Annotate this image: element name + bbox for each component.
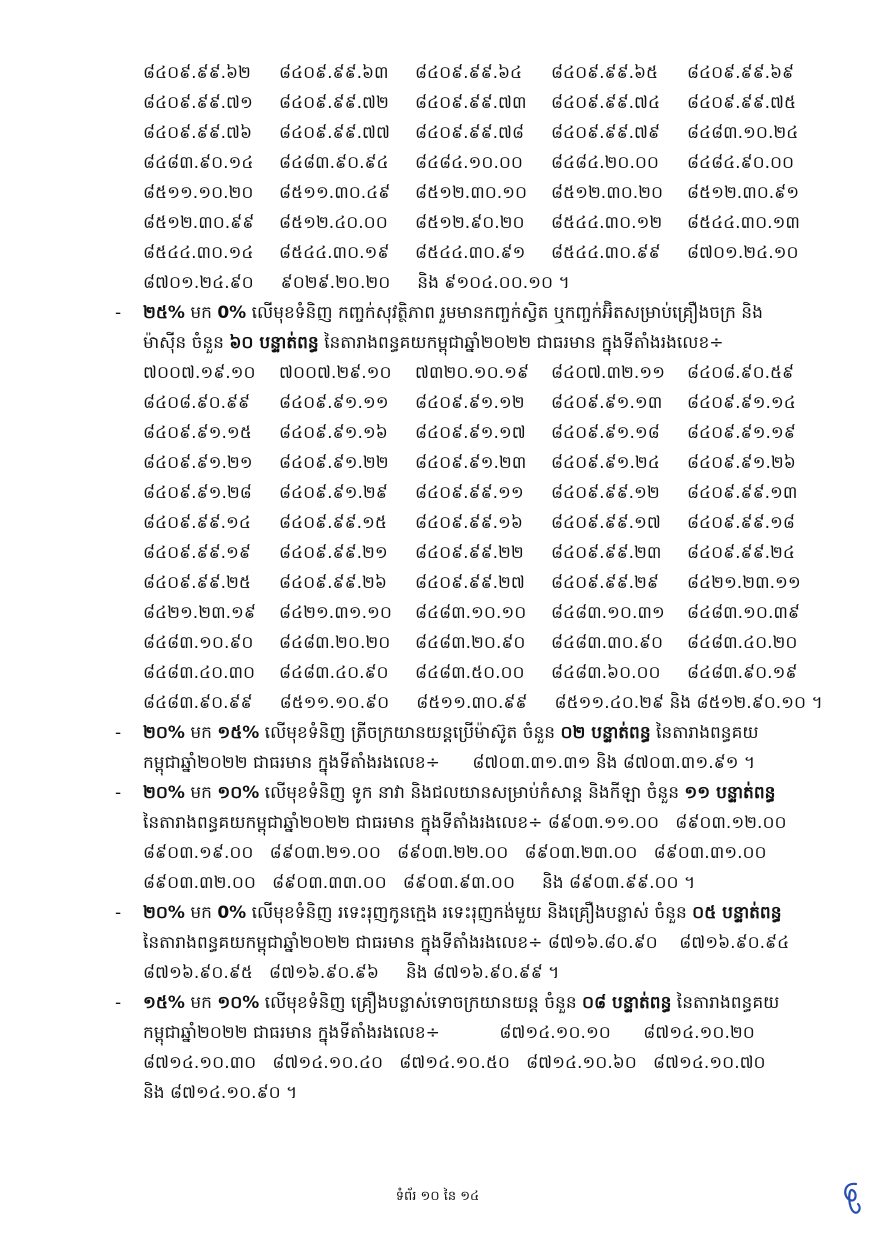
rate-to: ១០% xyxy=(217,783,260,803)
tariff-code: ៨៥៤៤.៣០.៩៩ xyxy=(551,243,661,263)
tariff-code: ៨៤០៩.៩៩.១១ xyxy=(415,483,524,503)
text: នៃតារាងពន្ធគយ xyxy=(650,723,759,743)
code-row xyxy=(143,598,823,628)
tariff-code: ៨៤៨៣.២០.៩០ xyxy=(415,633,526,653)
rate-from: ២៥% xyxy=(143,303,185,323)
tariff-code: ៨៤០៩.៩៩.១៣ xyxy=(687,483,798,503)
tariff-code: ៨៥៤៤.៣០.១៣ xyxy=(687,213,800,233)
tariff-code: ៨៤០៩.៩៩.៧៦ xyxy=(143,123,253,143)
code-row xyxy=(143,58,823,88)
bullet-item-4 xyxy=(115,898,823,988)
tariff-code: ៨៤០៩.៩៩.២២ xyxy=(415,543,524,563)
bullet-3-line-4: ៨៩០៣.៣២.០០ ៨៩០៣.៣៣.០០ ៨៩០៣.៩៣.០០ និង ៨៩០៣.៩៩.០០ ។ xyxy=(143,873,696,893)
tariff-code: ៨៤៨៣.២០.២០ xyxy=(279,633,391,653)
code-row xyxy=(143,628,823,658)
bullet-item-2 xyxy=(115,718,823,778)
code-row xyxy=(143,388,823,418)
rate-from: ២០% xyxy=(143,723,185,743)
tariff-code: ៨៤៨៤.៩០.០០ xyxy=(687,153,795,173)
tariff-code: ៨៤០៩.៩៩.៧៧ xyxy=(279,123,390,143)
text: មក xyxy=(184,993,218,1013)
tariff-code: ៨៤០៩.៩១.២៨ xyxy=(143,483,252,503)
tariff-code: ៨៤០៩.៩៩.៧៤ xyxy=(551,93,661,113)
code-row xyxy=(143,148,823,178)
code-row xyxy=(143,238,823,268)
text: មក xyxy=(184,783,218,803)
tariff-code: ៨៤០៩.៩៩.២៣ xyxy=(551,543,662,563)
text: ម៉ាស៊ីន ចំនួន xyxy=(143,333,230,353)
tariff-code: ៨៤០៩.៩១.១៥ xyxy=(143,423,252,443)
tariff-code: ៨៤០៩.៩៩.៦៩ xyxy=(687,63,795,83)
bullet-dash: - xyxy=(115,783,122,803)
tariff-code: ៨៤០៩.៩៩.១២ xyxy=(551,483,660,503)
bullet-dash: - xyxy=(115,303,122,323)
bullet-2-line-1 xyxy=(143,718,823,748)
tariff-code: ៨៤០៩.៩១.១២ xyxy=(415,393,525,413)
code-row xyxy=(143,658,823,688)
code-row xyxy=(143,568,823,598)
code-row-tail: ៨៤៨៣.៩០.៩៩ ៨៥១១.១០.៩០ ៨៥១១.៣០.៩៩ ៨៥១១.៤០.២៩ និង ៨៥១២.៩០.១០ ។ xyxy=(143,693,823,713)
bullet-item-3 xyxy=(115,778,823,898)
tariff-code: ៨៥១២.៤០.០០ xyxy=(279,213,388,233)
bullet-5-line-1 xyxy=(143,988,823,1018)
tariff-code: ៨៥១២.៣០.៩៩ xyxy=(143,213,255,233)
tariff-code: ៨៤០៩.៩១.២២ xyxy=(279,453,389,473)
bullet-3-line-3: ៨៩០៣.១៩.០០ ៨៩០៣.២១.០០ ៨៩០៣.២២.០០ ៨៩០៣.២៣.០០ ៨៩០៣.៣១.០០ xyxy=(143,843,767,863)
text: មក xyxy=(184,303,218,323)
rate-to: ១០% xyxy=(217,993,260,1013)
tariff-code: ៨៤០៩.៩១.១៩ xyxy=(687,423,796,443)
tariff-code: ៨៤០៩.៩៩.៦៤ xyxy=(415,63,523,83)
tariff-code: ៨៥១១.៣០.៤៩ xyxy=(279,183,391,203)
code-row xyxy=(143,538,823,568)
tariff-code: ៨៤០៩.៩៩.៧៩ xyxy=(551,123,661,143)
bullet-dash: - xyxy=(115,903,122,923)
bullet-item-5 xyxy=(115,988,823,1108)
tariff-code: ៨៥៤៤.៣០.១២ xyxy=(551,213,663,233)
tariff-code: ៨៤២១.៣១.១០ xyxy=(279,603,392,623)
text: លើមុខទំនិញ ត្រីចក្រយានយន្តប្រើម៉ាស៊ូត ចំនួន xyxy=(259,723,561,743)
text: មក xyxy=(184,903,218,923)
tariff-code: ៨៤០៩.៩៩.៧២ xyxy=(279,93,389,113)
tariff-code: ៨៥១២.៣០.១០ xyxy=(415,183,528,203)
code-row-tail: ៨៧០១.២៤.៩០ ៩០២៩.២០.២០ និង ៩១០៤.០០.១០ ។ xyxy=(143,273,570,293)
code-row xyxy=(143,208,823,238)
tariff-code: ៨៤៨៣.១០.៩០ xyxy=(143,633,254,653)
text: នៃតារាងពន្ធគយកម្ពុជាឆ្នាំ២០២២ ជាធរមាន ក្នុងទីតាំងរងលេខ÷ xyxy=(318,333,724,353)
rate-from: ២០% xyxy=(143,903,185,923)
tariff-code: ៨៤៨៣.៤០.៣០ xyxy=(143,663,256,683)
tariff-code: ៨៥១១.១០.២០ xyxy=(143,183,254,203)
tariff-code: ៨៤៨៣.៩០.១៩ xyxy=(687,663,798,683)
tariff-code: ៨៤៨៤.១០.០០ xyxy=(415,153,523,173)
rate-from: ១៥% xyxy=(143,993,185,1013)
bullet-5-line-4: និង ៨៧១៤.១០.៩០ ។ xyxy=(143,1083,298,1103)
tariff-line-count: ៦០ បន្ទាត់ពន្ធ xyxy=(229,333,319,353)
signature-mark-icon xyxy=(838,1178,866,1220)
tariff-code: ៨៤០៩.៩៩.៦២ xyxy=(143,63,251,83)
tariff-code: ៨៤២១.២៣.១១ xyxy=(687,573,801,593)
code-row xyxy=(143,418,823,448)
bullet-dash: - xyxy=(115,723,122,743)
tariff-code: ៨៤០៩.៩១.២៩ xyxy=(279,483,388,503)
tariff-code: ៧៣២០.១០.១៩ xyxy=(415,363,529,383)
tariff-code: ៧០០៧.១៩.១០ xyxy=(143,363,256,383)
tariff-code: ៨៤០៩.៩៩.២៧ xyxy=(415,573,525,593)
tariff-code: ៨៤០៩.៩៩.៦៥ xyxy=(551,63,659,83)
tariff-line-count: ០៨ បន្ទាត់ពន្ធ xyxy=(582,993,672,1013)
tariff-code: ៨៥១២.៣០.៩១ xyxy=(687,183,800,203)
rate-to: 0% xyxy=(217,903,247,923)
page-number: ទំព័រ ១០ នៃ ១៤ xyxy=(395,1189,480,1204)
tariff-code: ៨៤០៩.៩៩.២៦ xyxy=(279,573,387,593)
tariff-code: ៨៤៨៣.១០.៣៩ xyxy=(687,603,800,623)
tariff-code: ៨៤៨៣.៤០.២០ xyxy=(687,633,798,653)
tariff-code: ៨៤០៩.៩៩.៧៨ xyxy=(415,123,525,143)
bullet-4-line-2: នៃតារាងពន្ធគយកម្ពុជាឆ្នាំ២០២២ ជាធរមាន ក្នុងទីតាំងរងលេខ÷ ៨៧១៦.៨០.៩០ ៨៧១៦.៩០.៩៤ xyxy=(143,933,790,953)
tariff-code: ៨៤០៩.៩១.១១ xyxy=(279,393,389,413)
tariff-code: ៨៤០៩.៩១.២៦ xyxy=(687,453,796,473)
bullet-5-line-3: ៨៧១៤.១០.៣០ ៨៧១៤.១០.៤០ ៨៧១៤.១០.៥០ ៨៧១៤.១០.៦០ ៨៧១៤.១០.៧០ xyxy=(143,1053,766,1073)
tariff-code: ៨៥១២.៣០.២០ xyxy=(551,183,664,203)
tariff-code: ៨៤០៩.៩១.១៤ xyxy=(687,393,796,413)
bullet-3-line-1 xyxy=(143,778,823,808)
tariff-code: ៨៤០៩.៩៩.២៤ xyxy=(687,543,795,563)
tariff-code: ៨៤០៩.៩៩.២៥ xyxy=(143,573,251,593)
tariff-code: ៨៤៨៣.៣០.៩០ xyxy=(551,633,664,653)
rate-from: ២០% xyxy=(143,783,185,803)
tariff-code: ៨៤០៩.៩៩.២៩ xyxy=(551,573,659,593)
bullet-1-line-2 xyxy=(143,328,823,358)
code-block-1 xyxy=(143,58,823,298)
bullet-dash: - xyxy=(115,993,122,1013)
tariff-code: ៨៤០៨.៩០.៩៩ xyxy=(143,393,251,413)
tariff-code: ៨៤០៩.៩១.២៤ xyxy=(551,453,660,473)
tariff-code: ៨៤៨៣.៥០.០០ xyxy=(415,663,525,683)
tariff-code: ៨៤៨៣.១០.១០ xyxy=(415,603,527,623)
tariff-line-count: ០២ បន្ទាត់ពន្ធ xyxy=(560,723,651,743)
code-row xyxy=(143,508,823,538)
tariff-code: ៨៤០៩.៩១.១៧ xyxy=(415,423,526,443)
tariff-code: ៨៤៨៣.៩០.១៤ xyxy=(143,153,254,173)
bullet-4-line-1 xyxy=(143,898,823,928)
tariff-code: ៨៤០៩.៩៩.១៤ xyxy=(143,513,251,533)
bullet-item-1 xyxy=(115,298,823,358)
tariff-code: ៨៤០៩.៩៩.១៧ xyxy=(551,513,661,533)
tariff-code: ៨៥៤៤.៣០.១៩ xyxy=(279,243,390,263)
bullet-4-line-3: ៨៧១៦.៩០.៩៥ ៨៧១៦.៩០.៩៦ និង ៨៧១៦.៩០.៩៩ ។ xyxy=(143,963,560,983)
tariff-code: ៨៤០៩.៩៩.៧១ xyxy=(143,93,253,113)
tariff-code: ៨៤៨៣.១០.២៤ xyxy=(687,123,799,143)
code-row xyxy=(143,88,823,118)
text: មក xyxy=(184,723,218,743)
text: លើមុខទំនិញ រទេះរុញកូនក្មេង រទេះរុញកង់មួយ និងគ្រឿងបន្លាស់ ចំនួន xyxy=(246,903,693,923)
tariff-code: ៨៤០៩.៩៩.៧៣ xyxy=(415,93,527,113)
tariff-code: ៨៤០៩.៩៩.១៩ xyxy=(143,543,251,563)
tariff-code: ៧០០៧.២៩.១០ xyxy=(279,363,392,383)
tariff-code: ៨៤០៩.៩១.១៣ xyxy=(551,393,663,413)
bullet-3-line-2: នៃតារាងពន្ធគយកម្ពុជាឆ្នាំ២០២២ ជាធរមាន ក្នុងទីតាំងរងលេខ÷ ៨៩០៣.១១.០០ ៨៩០៣.១២.០០ xyxy=(143,813,787,833)
bullet-1-line-1 xyxy=(143,298,823,328)
text: លើមុខទំនិញ គ្រឿងបន្លាស់ទោចក្រយានយន្ត ចំនួន xyxy=(259,993,583,1013)
code-row xyxy=(143,178,823,208)
tariff-code: ៨៤៨៣.៤០.៩០ xyxy=(279,663,389,683)
text: លើមុខទំនិញ កញ្ចក់សុវត្ថិភាព រួមមានកញ្ចក់ស្វិត ឬកញ្ចក់អ៊ិតសម្រាប់គ្រឿងចក្រ និង xyxy=(246,303,763,323)
tariff-code: ៨៤០៩.៩១.១៨ xyxy=(551,423,660,443)
tariff-code: ៨៤០៩.៩៩.៧៥ xyxy=(687,93,797,113)
rate-to: 0% xyxy=(217,303,247,323)
code-row xyxy=(143,358,823,388)
tariff-code: ៨៤៨៣.៦០.០០ xyxy=(551,663,661,683)
tariff-line-count: ០៥ បន្ទាត់ពន្ធ xyxy=(692,903,782,923)
tariff-code: ៨៥៤៤.៣០.៩១ xyxy=(415,243,526,263)
tariff-code: ៨៤០៩.៩៩.១៦ xyxy=(415,513,523,533)
tariff-code: ៨៤៨៣.១០.៣១ xyxy=(551,603,665,623)
tariff-line-count: ១១ បន្ទាត់ពន្ធ xyxy=(684,783,776,803)
tariff-code: ៨៤០៩.៩១.១៦ xyxy=(279,423,388,443)
code-row xyxy=(143,478,823,508)
tariff-code: ៨៤០៩.៩៩.១៨ xyxy=(687,513,795,533)
text: នៃតារាងពន្ធគយ xyxy=(671,993,780,1013)
tariff-code: ៨៤០៧.៣២.១១ xyxy=(551,363,665,383)
tariff-code: ៨៤០៩.៩១.២៣ xyxy=(415,453,527,473)
tariff-code: ៨៤៨៣.៩០.៩៤ xyxy=(279,153,389,173)
tariff-code: ៨៤២១.២៣.១៩ xyxy=(143,603,256,623)
tariff-code: ៨៤០៩.៩៩.២១ xyxy=(279,543,388,563)
tariff-code: ៨៤០៩.៩១.២១ xyxy=(143,453,253,473)
text: លើមុខទំនិញ ទូក នាវា និងជលយានសម្រាប់កំសាន្ត និងកីឡា ចំនួន xyxy=(259,783,685,803)
tariff-code: ៨៧០១.២៤.១០ xyxy=(687,243,799,263)
tariff-code: ៨៤៨៤.២០.០០ xyxy=(551,153,659,173)
code-row xyxy=(143,448,823,478)
tariff-code: ៨៤០៩.៩៩.១៥ xyxy=(279,513,387,533)
code-row xyxy=(143,118,823,148)
bullet-2-line-2: កម្ពុជាឆ្នាំ២០២២ ជាធរមាន ក្នុងទីតាំងរងលេខ÷ ៨៧០៣.៣១.៣១ និង ៨៧០៣.៣១.៩១ ។ xyxy=(143,753,756,773)
tariff-code: ៨៥១២.៩០.២០ xyxy=(415,213,525,233)
tariff-code: ៨៥៤៤.៣០.១៤ xyxy=(143,243,254,263)
tariff-code: ៨៤០៨.៩០.៥៩ xyxy=(687,363,795,383)
tariff-code: ៨៤០៩.៩៩.៦៣ xyxy=(279,63,389,83)
rate-to: ១៥% xyxy=(217,723,260,743)
code-block-2 xyxy=(143,358,823,718)
bullet-5-line-2: កម្ពុជាឆ្នាំ២០២២ ជាធរមាន ក្នុងទីតាំងរងលេខ÷ ៨៧១៤.១០.១០ ៨៧១៤.១០.២០ xyxy=(143,1023,755,1043)
